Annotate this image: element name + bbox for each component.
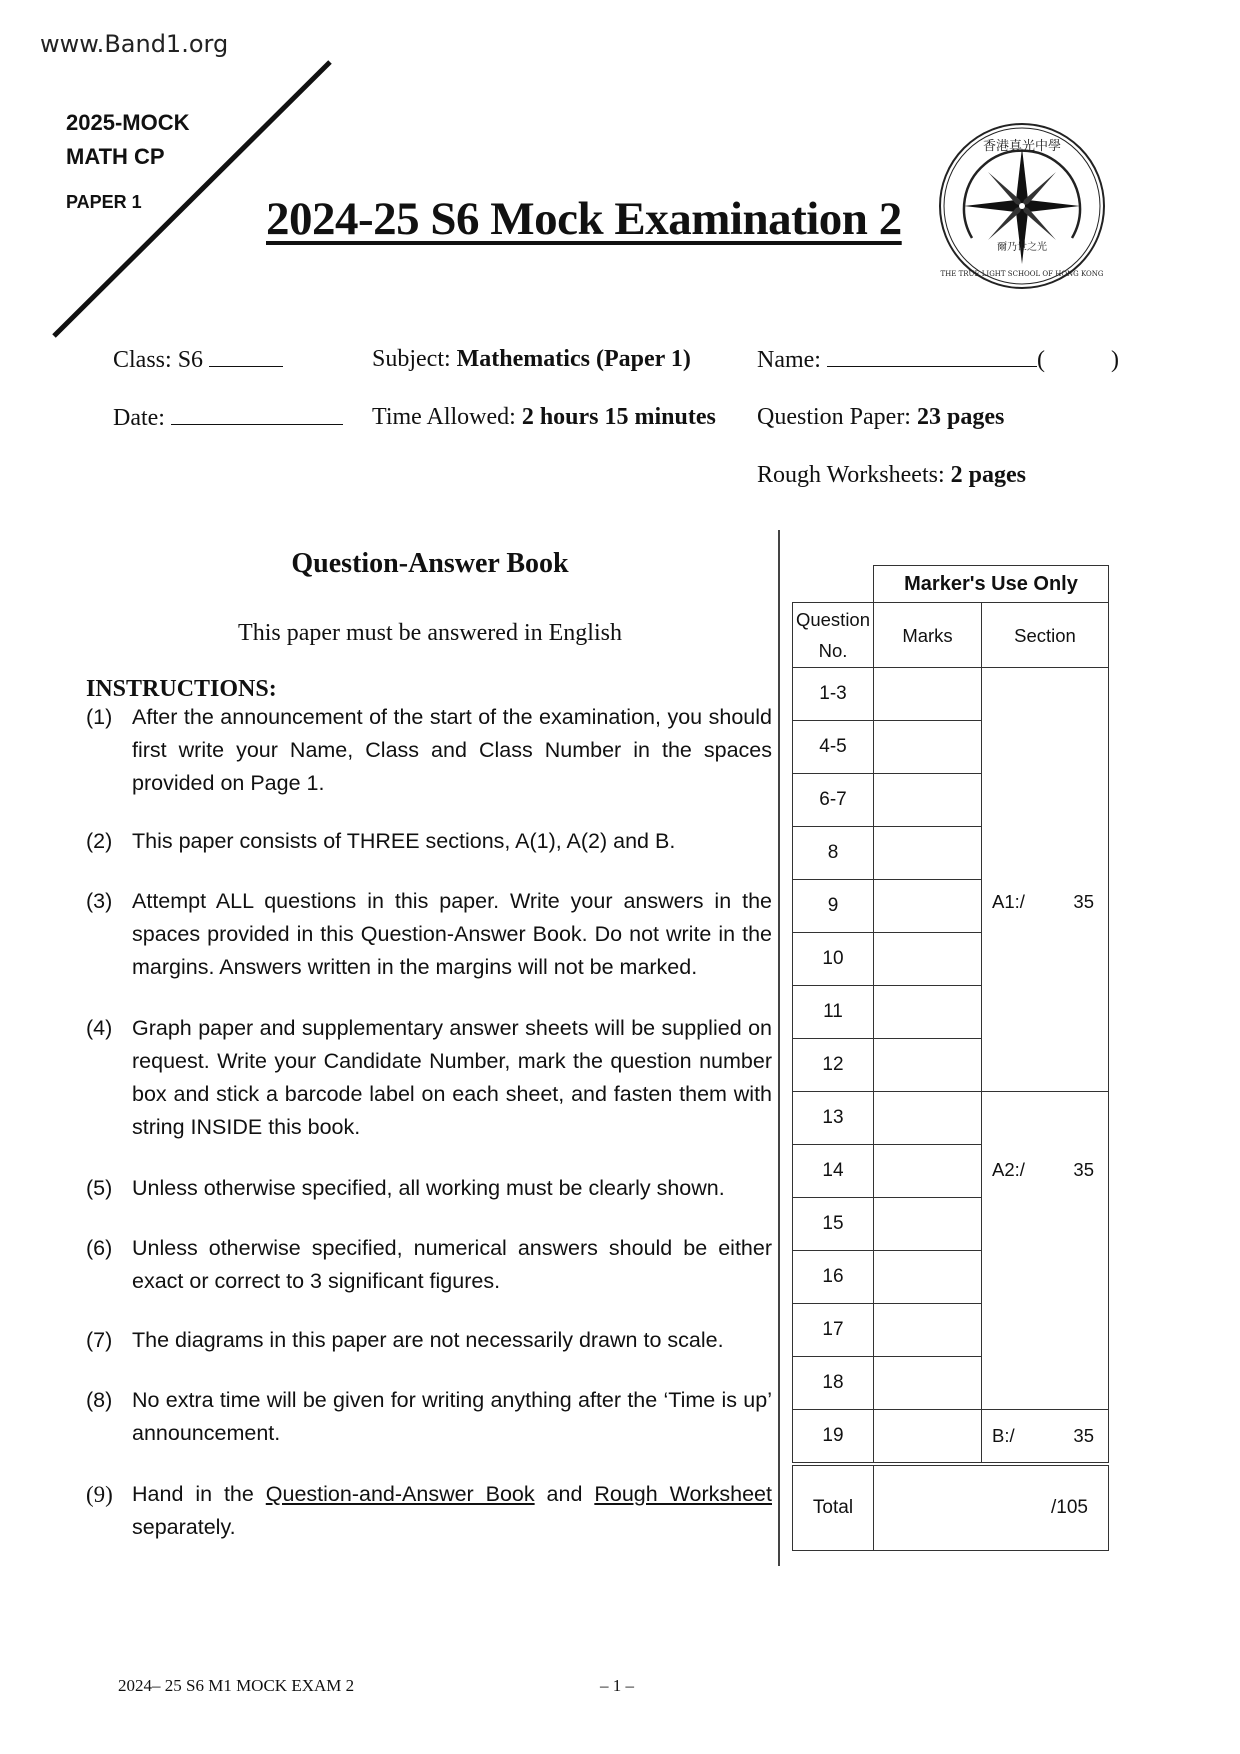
question-number: 9 (793, 880, 874, 933)
corner-paper-label: PAPER 1 (66, 192, 142, 212)
instruction-item (86, 1012, 772, 1144)
name-label: Name: (757, 347, 821, 373)
marks-cell[interactable] (874, 1039, 982, 1092)
col-header-question-line1: Question (795, 609, 871, 630)
instruction-number: (4) (86, 1016, 113, 1040)
instruction-text: This paper consists of THREE sections, A(1), A(2) and B. (132, 829, 676, 853)
instruction-text-part: and (534, 1482, 595, 1506)
school-logo (936, 120, 1108, 292)
question-number: 8 (793, 827, 874, 880)
footer-exam-code: 2024– 25 S6 M1 MOCK EXAM 2 (118, 1676, 355, 1695)
question-number: 6-7 (793, 774, 874, 827)
instruction-text: No extra time will be given for writing anything after the ‘Time is up’ announcement. (132, 1388, 772, 1445)
instruction-text: The diagrams in this paper are not necessarily drawn to scale. (132, 1328, 724, 1352)
corner-line1: 2025-MOCK (66, 110, 190, 135)
question-number: 18 (793, 1357, 874, 1410)
instruction-text-part: Hand in the (132, 1482, 266, 1506)
column-divider (778, 530, 780, 1566)
marks-cell[interactable] (874, 1410, 982, 1465)
question-paper-label: Question Paper: (757, 404, 911, 430)
subject-field (372, 346, 691, 373)
class-no-close-paren: ) (1110, 347, 1119, 373)
question-number: 17 (793, 1304, 874, 1357)
marker-use-header: Marker's Use Only (874, 566, 1109, 603)
logo-motto: 爾乃世之光 (997, 242, 1047, 253)
instruction-item (86, 1384, 772, 1450)
instruction-text: Unless otherwise specified, all working must be clearly shown. (132, 1176, 725, 1200)
section-label: A1:/ (992, 891, 1025, 912)
instruction-text-part: separately. (132, 1515, 236, 1539)
section-subtotal-cell[interactable] (982, 1092, 1109, 1410)
instruction-item (86, 1172, 772, 1205)
marks-cell[interactable] (874, 1357, 982, 1410)
instruction-number: (9) (86, 1482, 113, 1507)
language-notice: This paper must be answered in English (238, 620, 622, 646)
instruction-number: (8) (86, 1388, 113, 1412)
question-number: 14 (793, 1145, 874, 1198)
section-max: 35 (1073, 1159, 1094, 1180)
date-label: Date: (113, 405, 165, 431)
marks-cell[interactable] (874, 774, 982, 827)
rough-worksheets-field (757, 462, 1026, 489)
instruction-number: (5) (86, 1176, 113, 1200)
qa-book-title: Question-Answer Book (291, 548, 569, 579)
section-subtotal-cell[interactable] (982, 1410, 1109, 1465)
rough-worksheet-underlined: Rough Worksheet (594, 1482, 772, 1506)
rough-worksheets-value: 2 pages (950, 462, 1026, 488)
marks-cell[interactable] (874, 1304, 982, 1357)
question-number: 1-3 (793, 668, 874, 721)
total-label: Total (793, 1464, 874, 1551)
question-number: 16 (793, 1251, 874, 1304)
marks-cell[interactable] (874, 827, 982, 880)
marks-cell[interactable] (874, 1145, 982, 1198)
marks-cell[interactable] (874, 1198, 982, 1251)
section-label: B:/ (992, 1425, 1015, 1446)
date-field (113, 404, 343, 432)
instruction-item (86, 825, 772, 858)
instruction-number: (6) (86, 1236, 113, 1260)
instructions-heading: INSTRUCTIONS: (86, 676, 277, 702)
question-number: 15 (793, 1198, 874, 1251)
instruction-text (132, 1478, 772, 1544)
instruction-item (86, 1478, 772, 1544)
instruction-text: Attempt ALL questions in this paper. Write your answers in the spaces provided in this Question-Answer Book. Do not write in the margins. Answers written in the margins will not be marked. (132, 889, 772, 979)
instruction-number: (7) (86, 1328, 113, 1352)
col-header-section: Section (982, 603, 1109, 668)
section-subtotal-cell[interactable] (982, 668, 1109, 1092)
table-row (793, 1410, 1109, 1465)
instruction-number: (1) (86, 705, 113, 729)
corner-label (66, 106, 189, 174)
time-allowed-field (372, 404, 716, 431)
exam-title: 2024-25 S6 Mock Examination 2 (266, 193, 902, 245)
question-paper-value: 23 pages (916, 404, 1005, 430)
marks-cell[interactable] (874, 1092, 982, 1145)
page-number: – 1 – (600, 1676, 634, 1695)
marks-cell[interactable] (874, 1251, 982, 1304)
question-number: 12 (793, 1039, 874, 1092)
marks-cell[interactable] (874, 668, 982, 721)
instruction-text: Graph paper and supplementary answer sheets will be supplied on request. Write your Candidate Number, mark the question number box and stick a barcode label on each sheet, and fasten them with string INSIDE this book. (132, 1016, 772, 1139)
class-value: S6 (177, 347, 204, 373)
name-blank[interactable] (827, 346, 1037, 367)
instruction-text: After the announcement of the start of the examination, you should first write your Name, Class and Class Number in the spaces provided on Page 1. (132, 705, 772, 795)
instruction-item (86, 1232, 772, 1298)
total-max: /105 (1051, 1497, 1088, 1518)
class-no-open-paren: ( (1036, 347, 1045, 373)
question-number: 4-5 (793, 721, 874, 774)
subject-value: Mathematics (Paper 1) (456, 346, 691, 372)
rough-worksheets-label: Rough Worksheets: (757, 462, 945, 488)
time-label: Time Allowed: (372, 404, 516, 430)
col-header-question (793, 603, 874, 668)
instruction-item (86, 1324, 772, 1357)
marks-cell[interactable] (874, 986, 982, 1039)
col-header-marks: Marks (874, 603, 982, 668)
time-value: 2 hours 15 minutes (521, 404, 716, 430)
logo-english-name: THE TRUE LIGHT SCHOOL OF HONG KONG (940, 270, 1104, 278)
question-number: 13 (793, 1092, 874, 1145)
logo-chinese-name: 香港真光中學 (982, 139, 1062, 154)
instruction-number: (2) (86, 829, 113, 853)
corner-line2: MATH CP (66, 144, 165, 169)
question-number: 11 (793, 986, 874, 1039)
section-max: 35 (1073, 1425, 1094, 1446)
class-field (113, 346, 283, 374)
instruction-number: (3) (86, 889, 113, 913)
marker-table (792, 565, 1109, 1551)
total-marks-cell[interactable] (874, 1464, 1109, 1551)
qa-book-underlined: Question-and-Answer Book (265, 1482, 535, 1506)
instruction-item (86, 701, 772, 800)
name-field (757, 346, 1119, 374)
watermark-url: www.Band1.org (40, 30, 229, 58)
table-row (793, 1092, 1109, 1145)
marks-cell[interactable] (874, 721, 982, 774)
question-paper-field (757, 404, 1004, 431)
marks-cell[interactable] (874, 933, 982, 986)
date-blank[interactable] (171, 404, 343, 425)
question-rows (793, 668, 1109, 1465)
col-header-question-line2: No. (818, 640, 848, 661)
class-label: Class: (113, 347, 172, 373)
table-corner (793, 566, 874, 603)
subject-label: Subject: (372, 346, 451, 372)
section-label: A2:/ (992, 1159, 1025, 1180)
marks-cell[interactable] (874, 880, 982, 933)
table-row (793, 668, 1109, 721)
class-number-blank[interactable] (209, 346, 283, 367)
section-max: 35 (1073, 891, 1094, 912)
question-number: 10 (793, 933, 874, 986)
instruction-text: Unless otherwise specified, numerical answers should be either exact or correct to 3 significant figures. (132, 1236, 772, 1293)
instruction-item (86, 885, 772, 984)
question-number: 19 (793, 1410, 874, 1465)
